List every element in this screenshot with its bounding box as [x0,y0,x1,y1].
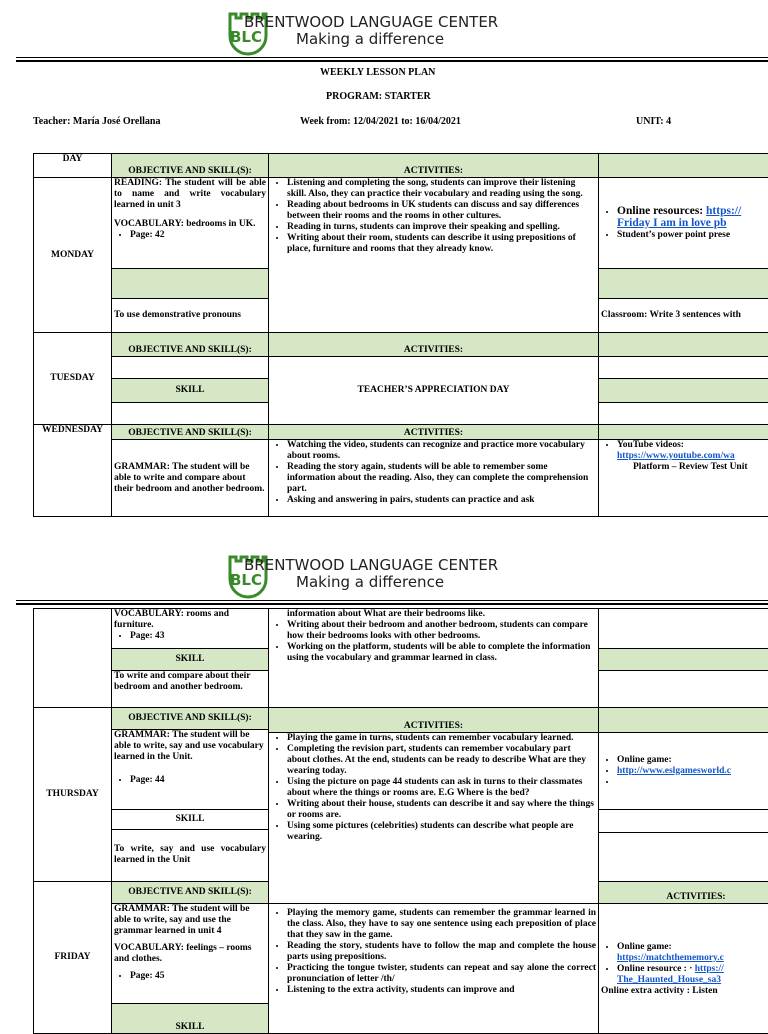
lesson-table-page-2 [33,608,768,1034]
page-header [0,12,768,60]
resource-link[interactable]: https:// [695,964,724,974]
day-thursday: THURSDAY [34,708,112,882]
thursday-activities: • Playing the game in turns, students can remember vocabulary learned. • Completing the revision part, students can remember vocabulary part about clothes. At the end, students can be ready to describe What are they wearing today. • Using the picture on page 44 students can ask in turns to their classmates about where the things or rooms are. E.G Where is the bed? • Writing about their house, students can describe it and say where the things or rooms are. • Using some pictures (celebrities) students can describe what people are wearing. [269,733,599,904]
resource-link[interactable]: https://www.youtube.com/wa [617,451,735,461]
wednesday-activities-cont: information about What are their bedrooms like. • Writing about their bedroom and another bedroom, students can compare how their bedrooms looks with other bedrooms. • Working on the platform, students will be able to complete the information using the vocabulary and grammar learned in class. [269,609,599,708]
monday-resources: • Online resources: https:// Friday I am in love pb • Student’s power point prese [599,178,768,269]
activities-header: ACTIVITIES: [269,154,599,178]
friday-objective: GRAMMAR: The student will be able to write, say and use the grammar learned in unit 4 VOCABULARY: feelings – rooms and clothes. • Page: 45 [112,904,269,1004]
tuesday-activities-header: ACTIVITIES: [269,333,599,357]
lesson-table-page-1 [33,153,768,517]
friday-skill-header: SKILL [112,1004,269,1034]
day-tuesday: TUESDAY [34,333,112,425]
svg-text:BLC: BLC [230,28,262,46]
wednesday-skill-header: SKILL [112,649,269,671]
day-friday: FRIDAY [34,882,112,1034]
center-name: BRENTWOOD LANGUAGE CENTER [244,14,498,31]
plan-title: WEEKLY LESSON PLAN [320,67,435,78]
wednesday-skill: To write and compare about their bedroom and another bedroom. [112,671,269,708]
monday-activities: • Listening and completing the song, students can improve their listening skill. Also, they can practice their vocabulary and reading using the song. • Reading about bedrooms in UK students can discuss and say differences between their rooms and the rooms in other cultures. • Reading in turns, students can improve their speaking and spelling. • Writing about their room, students can describe it using prepositions of place, furniture and rooms that they already know. [269,178,599,333]
wednesday-objective: GRAMMAR: The student will be able to write and compare about their bedroom and another bedroom. [112,440,269,517]
friday-objective-header: OBJECTIVE AND SKILL(S): [112,882,269,904]
resource-link[interactable]: The_Haunted_House_sa3 [617,975,721,985]
monday-homework: Classroom: Write 3 sentences with [599,299,768,333]
day-wednesday-cont [34,609,112,708]
resource-link[interactable]: https://matchthememory.c [617,953,724,963]
day-monday: MONDAY [34,178,112,333]
friday-activities: • Playing the memory game, students can remember the grammar learned in the class. Also, they have to say one sentence using each preposition of place that they saw in the game. • Reading the story, students have to follow the map and complete the house parts using prepositions. • Practicing the tongue twister, students can repeat and say alone the correct pronunciation of letter /th/ • Listening to the extra activity, students can improve and [269,904,599,1034]
page-header-2 [0,555,768,603]
thursday-skill-header: SKILL [112,810,268,830]
motto: Making a difference [244,574,498,591]
brand-block [244,557,498,591]
resource-link[interactable]: Friday I am in love pb [617,217,727,229]
objective-header: OBJECTIVE AND SKILL(S): [112,154,269,178]
program-label: PROGRAM: STARTER [326,91,431,102]
svg-text:BLC: BLC [230,571,262,589]
wednesday-resources: • YouTube videos: https://www.youtube.com/wa Platform – Review Test Unit [599,440,768,517]
resource-link[interactable]: https:// [706,205,741,217]
week-label: Week from: 12/04/2021 to: 16/04/2021 [300,116,461,127]
tuesday-event: TEACHER’S APPRECIATION DAY [269,357,599,425]
monday-objective: READING: The student will be able to name and write vocabulary learned in unit 3 VOCABULARY: bedrooms in UK. • Page: 42 [112,178,269,269]
tuesday-skill-header: SKILL [112,379,269,403]
resources-header [599,154,768,178]
monday-skill: To use demonstrative pronouns [112,299,269,333]
center-name: BRENTWOOD LANGUAGE CENTER [244,557,498,574]
thursday-objective: GRAMMAR: The student will be able to write, say and use vocabulary learned in the Unit. • Page: 44 [112,730,269,810]
wednesday-activities: • Watching the video, students can recognize and practice more vocabulary about rooms. • Reading the story again, students will be able to remember some information about the reading. Also, they can complete the comprehension part. • Asking and answering in pairs, students can practice and ask [269,440,599,517]
friday-resources: • Online game: https://matchthememory.c • Online resource : · https:// The_Haunted_House_sa3 Online extra activity : Listen [599,904,768,1034]
tuesday-objective-header: OBJECTIVE AND SKILL(S): [112,333,269,357]
day-header: DAY [34,154,112,178]
day-wednesday: WEDNESDAY [34,425,112,517]
wednesday-activities-header: ACTIVITIES: [269,425,599,440]
monday-skill-header [112,269,269,299]
thursday-skill-block: SKILL To write, say and use vocabulary learned in the Unit [112,810,269,882]
thursday-resources: • Online game: • http://www.eslgamesworld.c • [599,733,768,810]
resource-link[interactable]: http://www.eslgamesworld.c [617,766,731,776]
header-rule-thick [16,603,768,605]
unit-label: UNIT: 4 [636,116,671,127]
header-rule [16,57,768,58]
thursday-activities-header: ACTIVITIES: [269,708,599,733]
teacher-label: Teacher: María José Orellana [33,116,160,127]
brand-block [244,14,498,48]
motto: Making a difference [244,31,498,48]
thursday-objective-header: OBJECTIVE AND SKILL(S): [112,708,269,730]
header-rule-thick [16,60,768,62]
header-rule [16,600,768,601]
friday-activities-header: ACTIVITIES: [599,882,768,904]
wednesday-objective-header: OBJECTIVE AND SKILL(S): [112,425,269,440]
wednesday-vocab: VOCABULARY: rooms and furniture. • Page: 43 [112,609,269,649]
